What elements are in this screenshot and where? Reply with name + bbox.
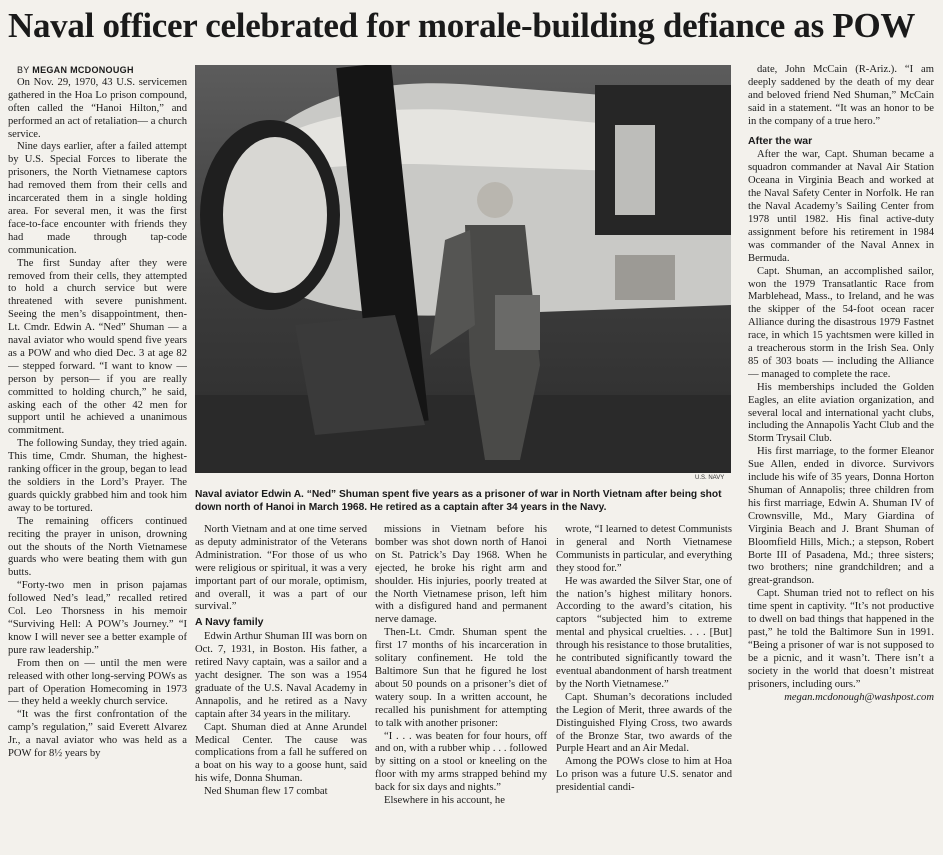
paragraph: The remaining officers continued reciting the prayer in unison, drowning out the shouts of the North Vietnamese guards who were beating them with gun butts. — [8, 515, 187, 579]
col2-body — [195, 524, 367, 614]
paragraph: Elsewhere in his account, he — [384, 795, 505, 807]
paragraph: Capt. Shuman died at Anne Arundel Medical Center. The cause was complications from a fall he suffered on a boat on his way to a goose hunt, said his wife, Donna Shuman. — [195, 721, 367, 785]
paragraph: His first marriage, to the former Eleanor Sue Allen, ended in divorce. Survivors include his wife of 35 years, Donna Horton Shuman of Annapolis; three children from his first marriage, Edwin A. Shuman IV of Crownsville, Md., Mary Giardina of Virginia Beach and J. Brant Shuman of Bloomfield Hills, Mich.; a stepson, Robert Borte III of Pasadena, Md.; three sisters; two brothers; nine grandchildren; and a great-grandson. — [748, 446, 934, 587]
paragraph: Among the POWs close to him at Hoa Lo prison was a future U.S. senator and presidential candi- — [556, 756, 732, 794]
col2b-body — [195, 631, 367, 799]
col1-body — [8, 77, 187, 761]
paragraph: The first Sunday after they were removed from their cells, they attempted to hold a church service but were threatened with severe punishment. Seeing the men’s disappointment, then-Lt. Cmdr. Edwin A. “Ned” Shuman — a naval aviator who would spend five years as a POW and who died Dec. 3 at age 82 — stepped forward. “I want to know — person by person— if you are really committed to holding church,” he said, asking each of the other 42 men for support until he achieved a unanimous commitment. — [8, 257, 187, 437]
paragraph: Capt. Shuman’s decorations included the Legion of Merit, three awards of the Distinguished Flying Cross, two awards of the Bronze Star, two awards of the Purple Heart and an Air Medal. — [556, 691, 732, 755]
paragraph: Capt. Shuman, an accomplished sailor, won the 1979 Transatlantic Race from Marblehead, Mass., to Ireland, and he was the skipper of the 54-foot ocean racer Alliance during the disastrous 1979 Fastnet race, in which 15 yachtsmen were killed in a treacherous storm in the Irish Sea. Only 85 of 303 boats — including the Alliance — managed to complete the race. — [748, 265, 934, 380]
paragraph: Ned Shuman flew 17 combat — [204, 786, 328, 798]
paragraph: The following Sunday, they tried again. This time, Cmdr. Shuman, the highest-ranking officer in the group, began to lead the soldiers in the Lord’s Prayer. The guards quickly grabbed him and took him away to be tortured. — [8, 438, 187, 514]
article-column-2 — [195, 524, 367, 854]
col5-body — [748, 64, 934, 129]
paragraph: missions in Vietnam before his bomber was shot down north of Hanoi on St. Patrick’s Day 1968. When he ejected, he broke his right arm and shoulder. His injuries, poorly treated at the North Vietnamese prison, left him with a disfigured hand and permanent nerve damage. — [375, 524, 547, 626]
paragraph: He was awarded the Silver Star, one of the nation’s highest military honors. According to the award’s citation, his captors “subjected him to extreme mental and physical cruelties. . . . [But] through his resistance to those brutalities, he contributed significantly toward the eventual abandonment of harsh treatment by the North Vietnamese.” — [556, 575, 732, 690]
col3-body — [375, 524, 547, 808]
byline — [8, 64, 187, 77]
paragraph: From then on — until the men were released with other long-serving POWs as part of Operation Homecoming in 1973 — they held a weekly church service. — [8, 657, 187, 708]
paragraph: “Forty-two men in prison pajamas followed Ned’s lead,” recalled retired Col. Leo Thorsness in his memoir “Surviving Hell: A POW’s Journey.” “I know I will never see a better example of pure raw leadership.” — [8, 580, 187, 656]
paragraph: His memberships included the Golden Eagles, an elite aviation organization, and several local and international yacht clubs, including the Annapolis Yacht Club and the Storm Trysail Club. — [748, 381, 934, 445]
paragraph: North Vietnam and at one time served as deputy administrator of the Veterans Administration. “For those of us who were religious or spiritual, it was a very important part of our morale, optimism, and overall, it was a part of our survival.” — [195, 524, 367, 613]
paragraph: “I . . . was beaten for four hours, off and on, with a rubber whip . . . followed by sitting on a stool or kneeling on the floor with my arms strapped behind my back for six days and nights.” — [375, 730, 547, 794]
paragraph: “It was the first confrontation of the camp’s regulation,” said Everett Alvarez Jr., a naval aviator who was held as a POW for 8½ years by — [8, 709, 187, 760]
col5b-body — [748, 149, 934, 691]
photo-caption: Naval aviator Edwin A. “Ned” Shuman spent five years as a prisoner of war in North Vietnam after being shot down north of Hanoi in March 1968. He retired as a captain after 34 years in the Navy. — [195, 489, 722, 513]
article-column-5 — [748, 64, 934, 854]
paragraph: After the war, Capt. Shuman became a squadron commander at Naval Air Station Oceana in Virginia Beach and worked at the Naval Safety Center in Norfolk. He ran the Naval Academy’s Sailing Center from 1978 until 1982. His final active-duty assignment before his retirement in 1984 was commander of the Naval Annex in Bermuda. — [748, 149, 934, 264]
subhead-after-the-war: After the war — [748, 134, 813, 147]
col4-body — [556, 524, 732, 795]
article-column-3 — [375, 524, 547, 854]
article-column-4 — [556, 524, 732, 854]
paragraph: Then-Lt. Cmdr. Shuman spent the first 17 months of his incarceration in solitary confinement. He told the Baltimore Sun that he figured he lost about 50 pounds on a prisoner’s diet of watery soup. In a written account, he recalled his punishment for attempting to talk with another prisoner: — [375, 627, 547, 729]
photo-credit: U.S. NAVY — [695, 475, 725, 481]
paragraph: Nine days earlier, after a failed attempt by U.S. Special Forces to liberate the prisoners, the North Vietnamese captors had removed them from their cells and incarcerated them in a single holding area. For several men, it was the first face-to-face encounter with friends they had made through tap-code communication. — [8, 141, 187, 256]
photo-illustration — [195, 65, 731, 473]
byline-prefix: BY — [17, 65, 30, 75]
headline: Naval officer celebrated for morale-building defiance as POW — [8, 6, 916, 45]
paragraph: Capt. Shuman tried not to reflect on his time spent in captivity. “It’s not productive to dwell on bad things that happened in the past,” he told the Baltimore Sun in 1991. “Being a prisoner of war is not supposed to be a picnic, and it wasn’t. There isn’t a society in the world that doesn’t mistreat prisoners, including ours.” — [748, 588, 934, 690]
article-column-1 — [8, 64, 187, 854]
paragraph: On Nov. 29, 1970, 43 U.S. servicemen gathered in the Hoa Lo prison compound, often called the “Hanoi Hilton,” and performed an act of retaliation— a church service. — [8, 76, 187, 140]
paragraph: Edwin Arthur Shuman III was born on Oct. 7, 1931, in Boston. His father, a retired Navy captain, was a sailor and a yacht designer. The son was a 1954 graduate of the U.S. Naval Academy in Annapolis, and he retired as a Navy captain after 34 years in the military. — [195, 631, 367, 720]
paragraph: wrote, “I learned to detest Communists in general and North Vietnamese Communists in particular, and everything they stood for.” — [556, 524, 732, 574]
author-email: megan.mcdonough@washpost.com — [784, 691, 934, 703]
paragraph: date, John McCain (R-Ariz.). “I am deeply saddened by the death of my dear and beloved friend Ned Shuman,” McCain said in a statement. “It was an honor to be in the company of a true hero.” — [748, 64, 934, 127]
photo-naval-aviator — [195, 65, 731, 473]
subhead-navy-family: A Navy family — [195, 616, 264, 629]
byline-author: MEGAN MCDONOUGH — [32, 65, 134, 75]
